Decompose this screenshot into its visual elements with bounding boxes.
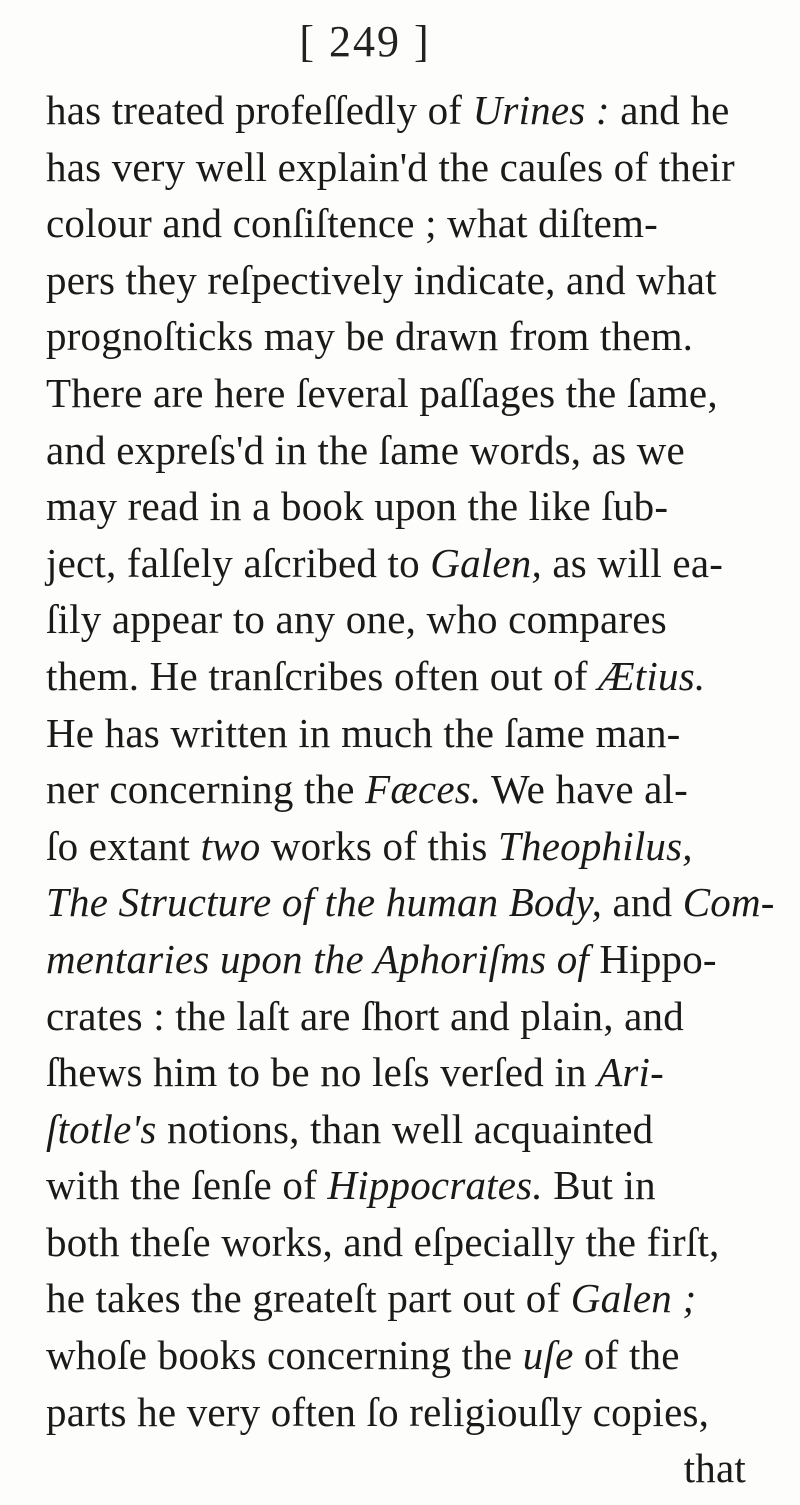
text-run: them. He tranſcribes often out of: [46, 652, 599, 699]
text-line: [46, 1101, 746, 1158]
text-line: [46, 761, 746, 818]
italic-text: The Structure of the human Body,: [46, 879, 603, 926]
text-run: But in: [542, 1162, 656, 1209]
text-line: [46, 988, 746, 1045]
italic-text: uſe: [522, 1332, 574, 1379]
page-number: [ 249 ]: [299, 17, 431, 66]
text-run: ſily appear to any one, who compares: [46, 596, 667, 643]
text-run: as will ea-: [541, 539, 724, 586]
text-run: colour and conſiſtence ; what diſtem-: [46, 200, 658, 247]
text-line: [46, 1384, 746, 1441]
text-run: notions, than well acquainted: [156, 1105, 654, 1152]
text-run: both theſe works, and eſpecially the firſt,: [46, 1218, 720, 1265]
body-text: [46, 82, 775, 1497]
text-line: [46, 1440, 746, 1497]
text-run: and he: [609, 87, 730, 133]
text-line: [46, 874, 775, 931]
text-run: ner concerning the: [46, 766, 366, 813]
italic-text: two: [200, 822, 261, 869]
italic-text: Galen ;: [570, 1275, 697, 1322]
text-line: [46, 478, 746, 535]
text-line: [46, 252, 746, 309]
italic-text: Hippocrates.: [327, 1162, 543, 1209]
text-line: [46, 931, 746, 988]
text-run: whoſe books concerning the: [46, 1332, 523, 1379]
text-run: and expreſs'd in the ſame words, as we: [46, 426, 685, 473]
text-line: [46, 195, 746, 252]
italic-text: Ari-: [597, 1049, 664, 1096]
text-line: [46, 705, 746, 762]
text-line: [46, 422, 746, 479]
italic-text: Urines :: [472, 87, 610, 133]
text-line: [46, 1214, 746, 1271]
text-run: that: [683, 1445, 746, 1492]
text-line: [46, 1270, 746, 1327]
text-run: may read in a book upon the like ſub-: [46, 483, 669, 530]
text-line: [46, 1327, 746, 1384]
italic-text: ſtotle's: [46, 1105, 157, 1152]
text-run: ſhews him to be no leſs verſed in: [46, 1049, 598, 1096]
text-run: has treated profeſſedly of: [46, 87, 473, 133]
italic-text: Fæces.: [365, 766, 482, 813]
text-line: [46, 818, 746, 875]
text-run: Hippo-: [588, 935, 717, 982]
text-run: He has written in much the ſame man-: [46, 709, 681, 756]
text-run: ſo extant: [46, 822, 201, 869]
text-line: [46, 1157, 746, 1214]
text-run: pers they reſpectively indicate, and what: [46, 256, 717, 303]
text-line: [46, 648, 746, 705]
text-line: [46, 1044, 746, 1101]
italic-text: Theophilus,: [498, 822, 693, 869]
text-line: [46, 139, 746, 196]
text-line: [46, 591, 746, 648]
italic-text: mentaries upon the Aphoriſms of: [46, 935, 589, 982]
italic-text: Com-: [682, 879, 775, 926]
text-run: ject, falſely aſcribed to: [46, 539, 431, 586]
text-line: [46, 308, 746, 365]
text-run: has very well explain'd the cauſes of their: [46, 143, 735, 190]
text-run: works of this: [260, 822, 499, 869]
text-run: of the: [573, 1332, 680, 1379]
text-run: he takes the greateſt part out of: [46, 1275, 571, 1322]
text-line: [46, 535, 746, 592]
text-run: There are here ſeveral paſſages the ſame,: [46, 369, 718, 416]
text-run: and: [602, 879, 683, 926]
text-run: crates : the laſt are ſhort and plain, and: [46, 992, 684, 1039]
text-run: prognoſticks may be drawn from them.: [46, 313, 694, 360]
text-line: [46, 365, 746, 422]
italic-text: Ætius.: [598, 652, 706, 699]
text-line: [46, 82, 746, 139]
text-run: We have al-: [481, 766, 689, 813]
text-run: parts he very often ſo religiouſly copies,: [46, 1388, 710, 1435]
italic-text: Galen,: [430, 539, 542, 586]
text-run: with the ſenſe of: [46, 1162, 328, 1209]
